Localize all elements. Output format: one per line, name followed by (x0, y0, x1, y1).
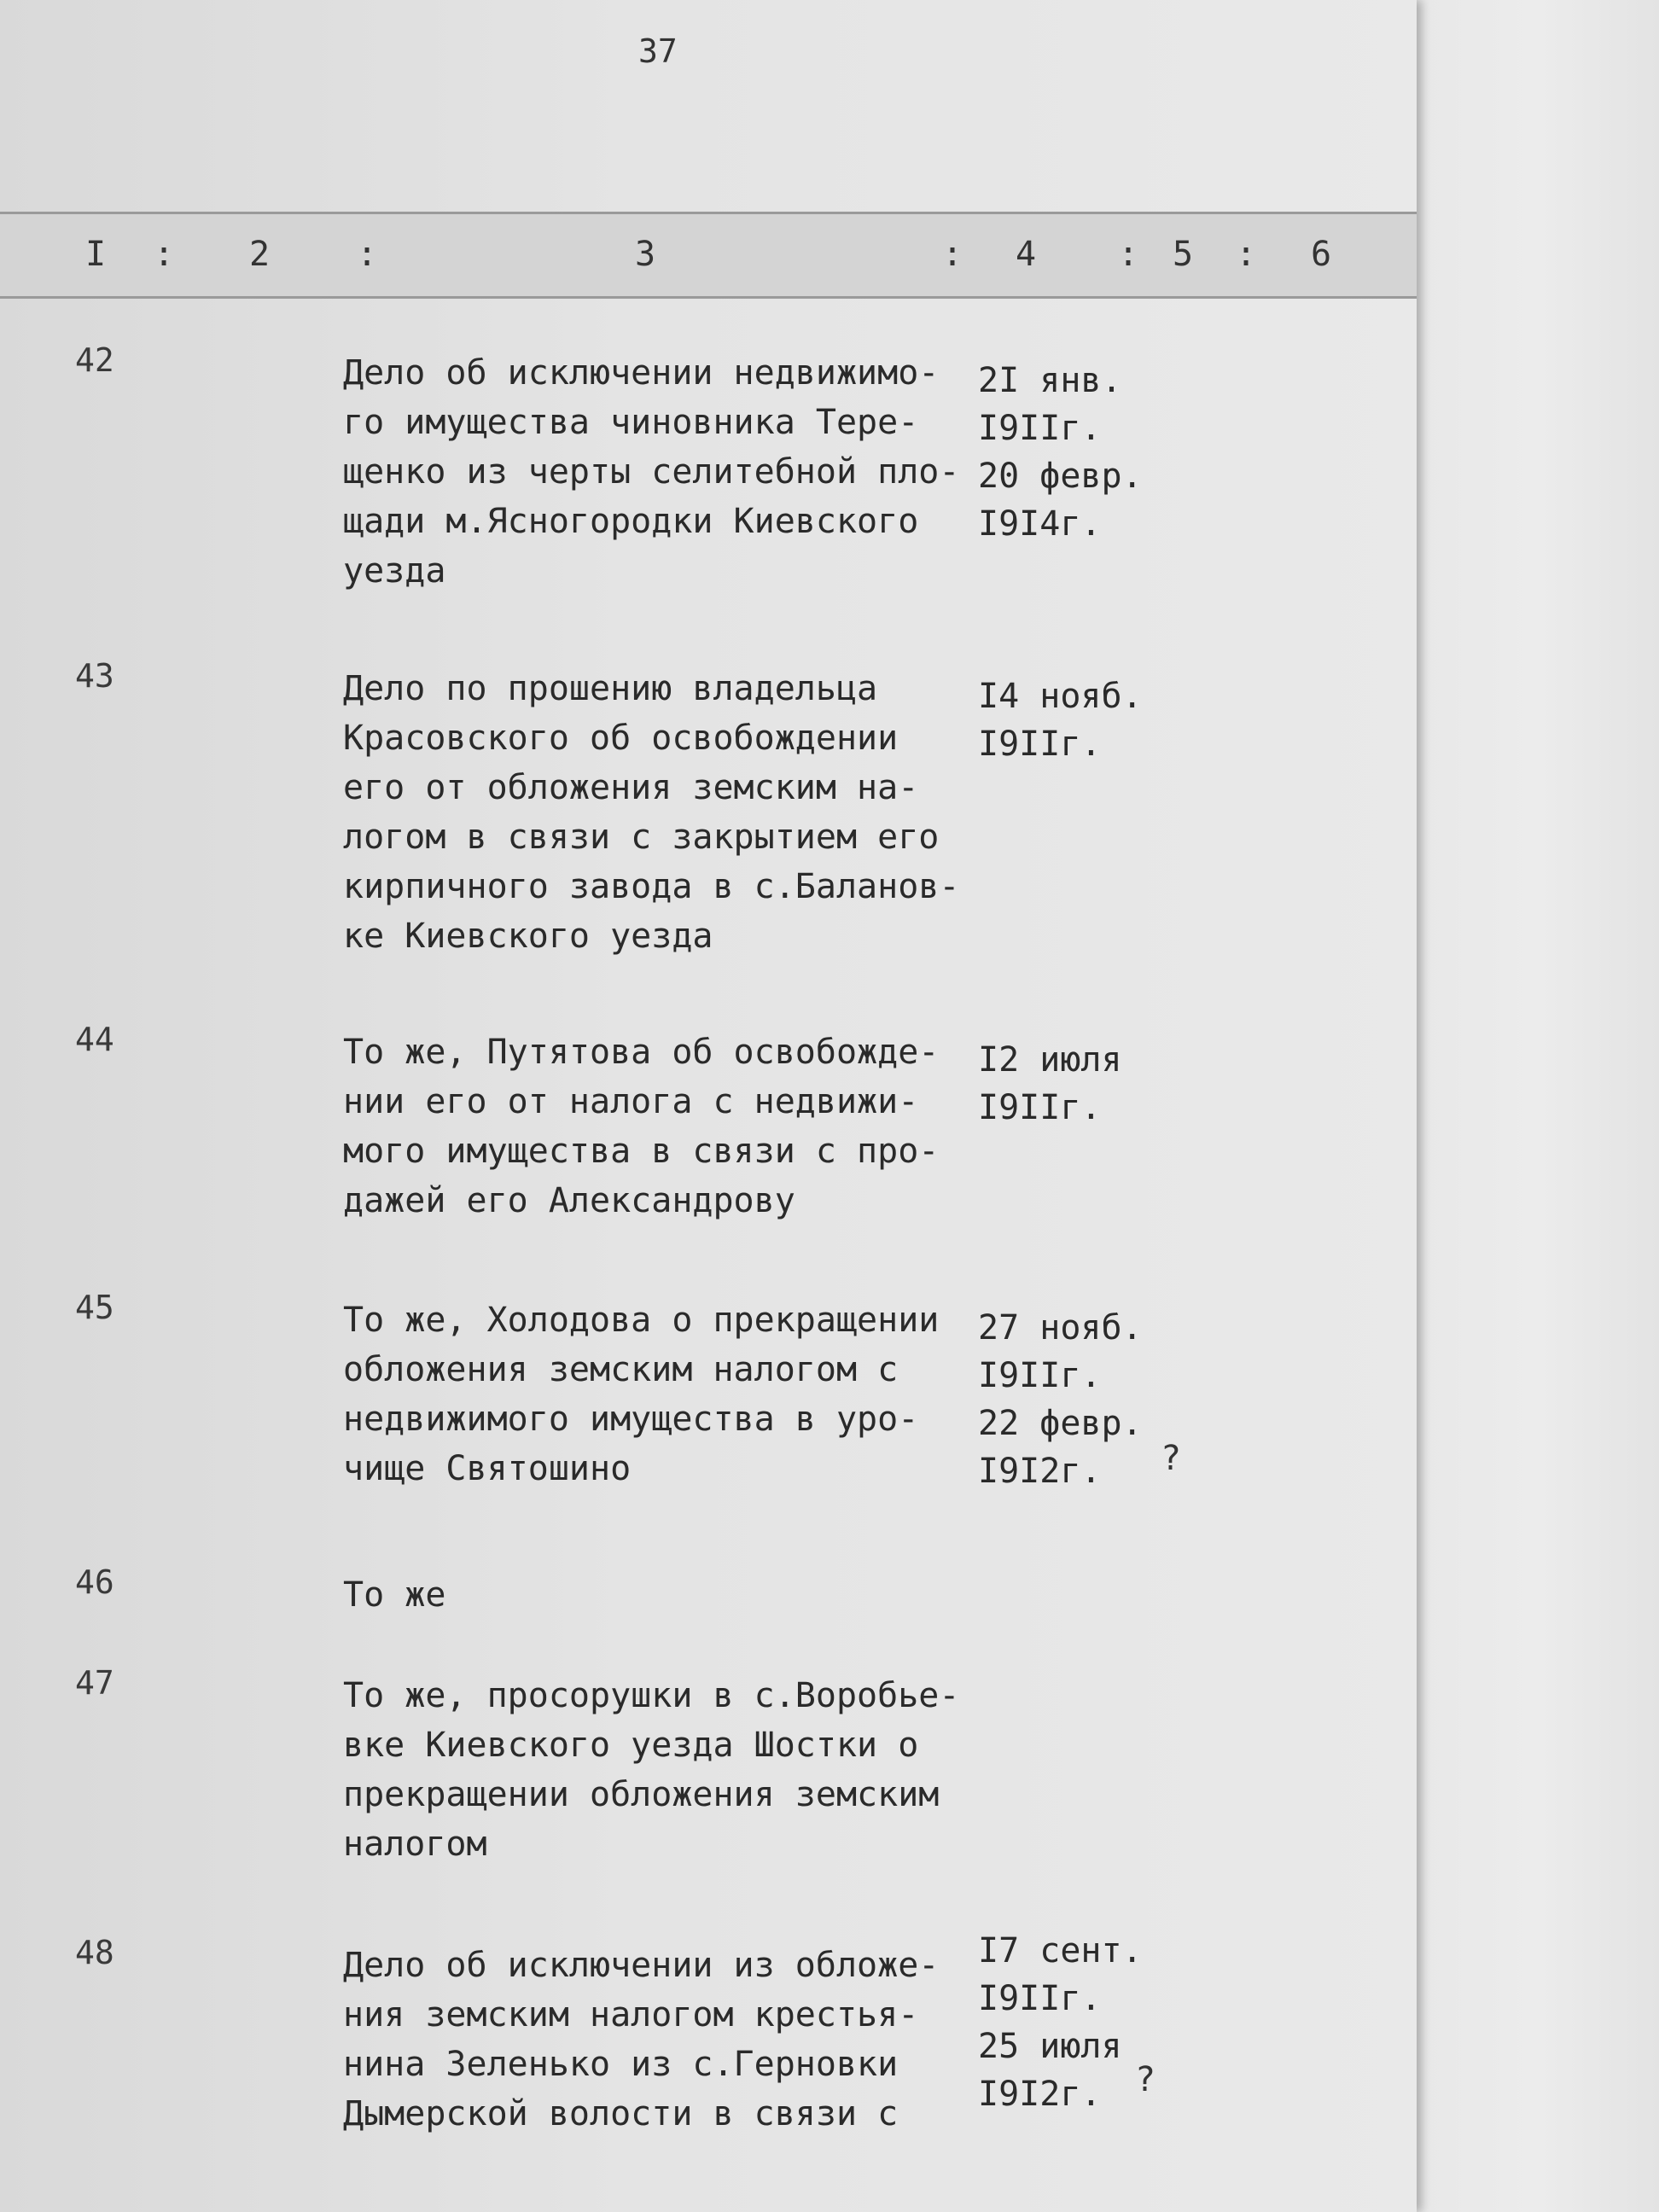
date-line: I9I4г. (978, 504, 1102, 544)
entry-description (343, 1570, 975, 1620)
column-separator: : (357, 235, 378, 274)
entry-number: 46 (75, 1563, 114, 1601)
entry-description (343, 1295, 975, 1493)
description-line: Красовского об освобождении (343, 719, 899, 758)
description-line: кирпичного завода в с.Баланов- (343, 867, 960, 906)
description-line: чище Святошино (343, 1449, 632, 1488)
description-line: мого имущества в связи с про- (343, 1132, 940, 1171)
entry-number: 44 (75, 1021, 114, 1058)
entry-description (343, 1027, 975, 1225)
column-separator: : (1118, 235, 1139, 274)
description-line: То же, Холодова о прекращении (343, 1301, 940, 1340)
column-separator: : (154, 235, 175, 274)
date-line: 25 июля (978, 2027, 1122, 2066)
description-line: ния земским налогом крестья- (343, 1995, 919, 2034)
column-header-3: 3 (635, 235, 656, 274)
column-header-4: 4 (1016, 235, 1037, 274)
page-number: 37 (638, 32, 678, 70)
description-line: Дело об исключении из обложе- (343, 1946, 940, 1985)
column-header-1: I (85, 235, 107, 274)
description-line: уезда (343, 551, 446, 591)
description-line: вке Киевского уезда Шостки о (343, 1726, 919, 1765)
description-line: щенко из черты селитебной пло- (343, 452, 960, 492)
description-line: Дымерской волости в связи с (343, 2094, 899, 2133)
entry-description (343, 664, 975, 961)
entry-description (343, 1671, 975, 1869)
entry-description (343, 1941, 975, 2139)
description-line: То же, просорушки в с.Воробье- (343, 1676, 960, 1715)
description-line: прекращении обложения земским (343, 1775, 940, 1814)
date-line: I9IIг. (978, 1088, 1102, 1127)
date-line: 2I янв. (978, 361, 1122, 400)
description-line: нина Зеленько из с.Герновки (343, 2045, 899, 2084)
background-page (1417, 0, 1659, 2212)
date-line: I9IIг. (978, 1979, 1102, 2018)
entry-number: 43 (75, 657, 114, 695)
date-line: 27 нояб. (978, 1308, 1143, 1348)
description-line: Дело по прошению владельца (343, 669, 878, 708)
entry-dates (978, 1036, 1200, 1132)
description-line: нии его от налога с недвижи- (343, 1082, 919, 1121)
description-line: налогом (343, 1825, 487, 1864)
column-header-row (0, 212, 1417, 299)
entry-number: 42 (75, 341, 114, 379)
date-line: I4 нояб. (978, 677, 1143, 716)
column-separator: : (942, 235, 963, 274)
description-line: щади м.Ясногородки Киевского (343, 502, 919, 541)
date-line: 20 февр. (978, 457, 1143, 496)
column-header-2: 2 (249, 235, 271, 274)
entry-number: 48 (75, 1934, 114, 1971)
column-header-6: 6 (1311, 235, 1332, 274)
description-line: дажей его Александрову (343, 1181, 795, 1220)
column-separator: : (1236, 235, 1257, 274)
description-line: Дело об исключении недвижимо- (343, 353, 940, 393)
description-line: недвижимого имущества в уро- (343, 1400, 919, 1439)
date-line: 22 февр. (978, 1404, 1143, 1443)
date-line: I7 сент. (978, 1931, 1143, 1970)
description-line: логом в связи с закрытием его (343, 818, 940, 857)
entry-dates (978, 1927, 1200, 2118)
entry-dates (978, 357, 1200, 548)
date-line: I9IIг. (978, 409, 1102, 448)
date-line: I9I2г. (978, 1452, 1102, 1491)
column-header-5: 5 (1173, 235, 1194, 274)
description-line: ке Киевского уезда (343, 917, 713, 956)
entry-number: 45 (75, 1289, 114, 1326)
description-line: го имущества чиновника Тере- (343, 403, 919, 442)
description-line: То же, Путятова об освобожде- (343, 1033, 940, 1072)
date-line: I9I2г. (978, 2075, 1102, 2114)
entry-description (343, 348, 975, 596)
description-line: То же (343, 1575, 446, 1615)
description-line: обложения земским налогом с (343, 1350, 899, 1389)
date-line: I2 июля (978, 1040, 1122, 1080)
description-line: его от обложения земским на- (343, 768, 919, 807)
entry-dates (978, 672, 1200, 768)
date-line: I9IIг. (978, 725, 1102, 764)
entry-number: 47 (75, 1664, 114, 1702)
question-mark-note: ? (1135, 2060, 1156, 2099)
date-line: I9IIг. (978, 1356, 1102, 1395)
question-mark-note: ? (1161, 1439, 1182, 1478)
